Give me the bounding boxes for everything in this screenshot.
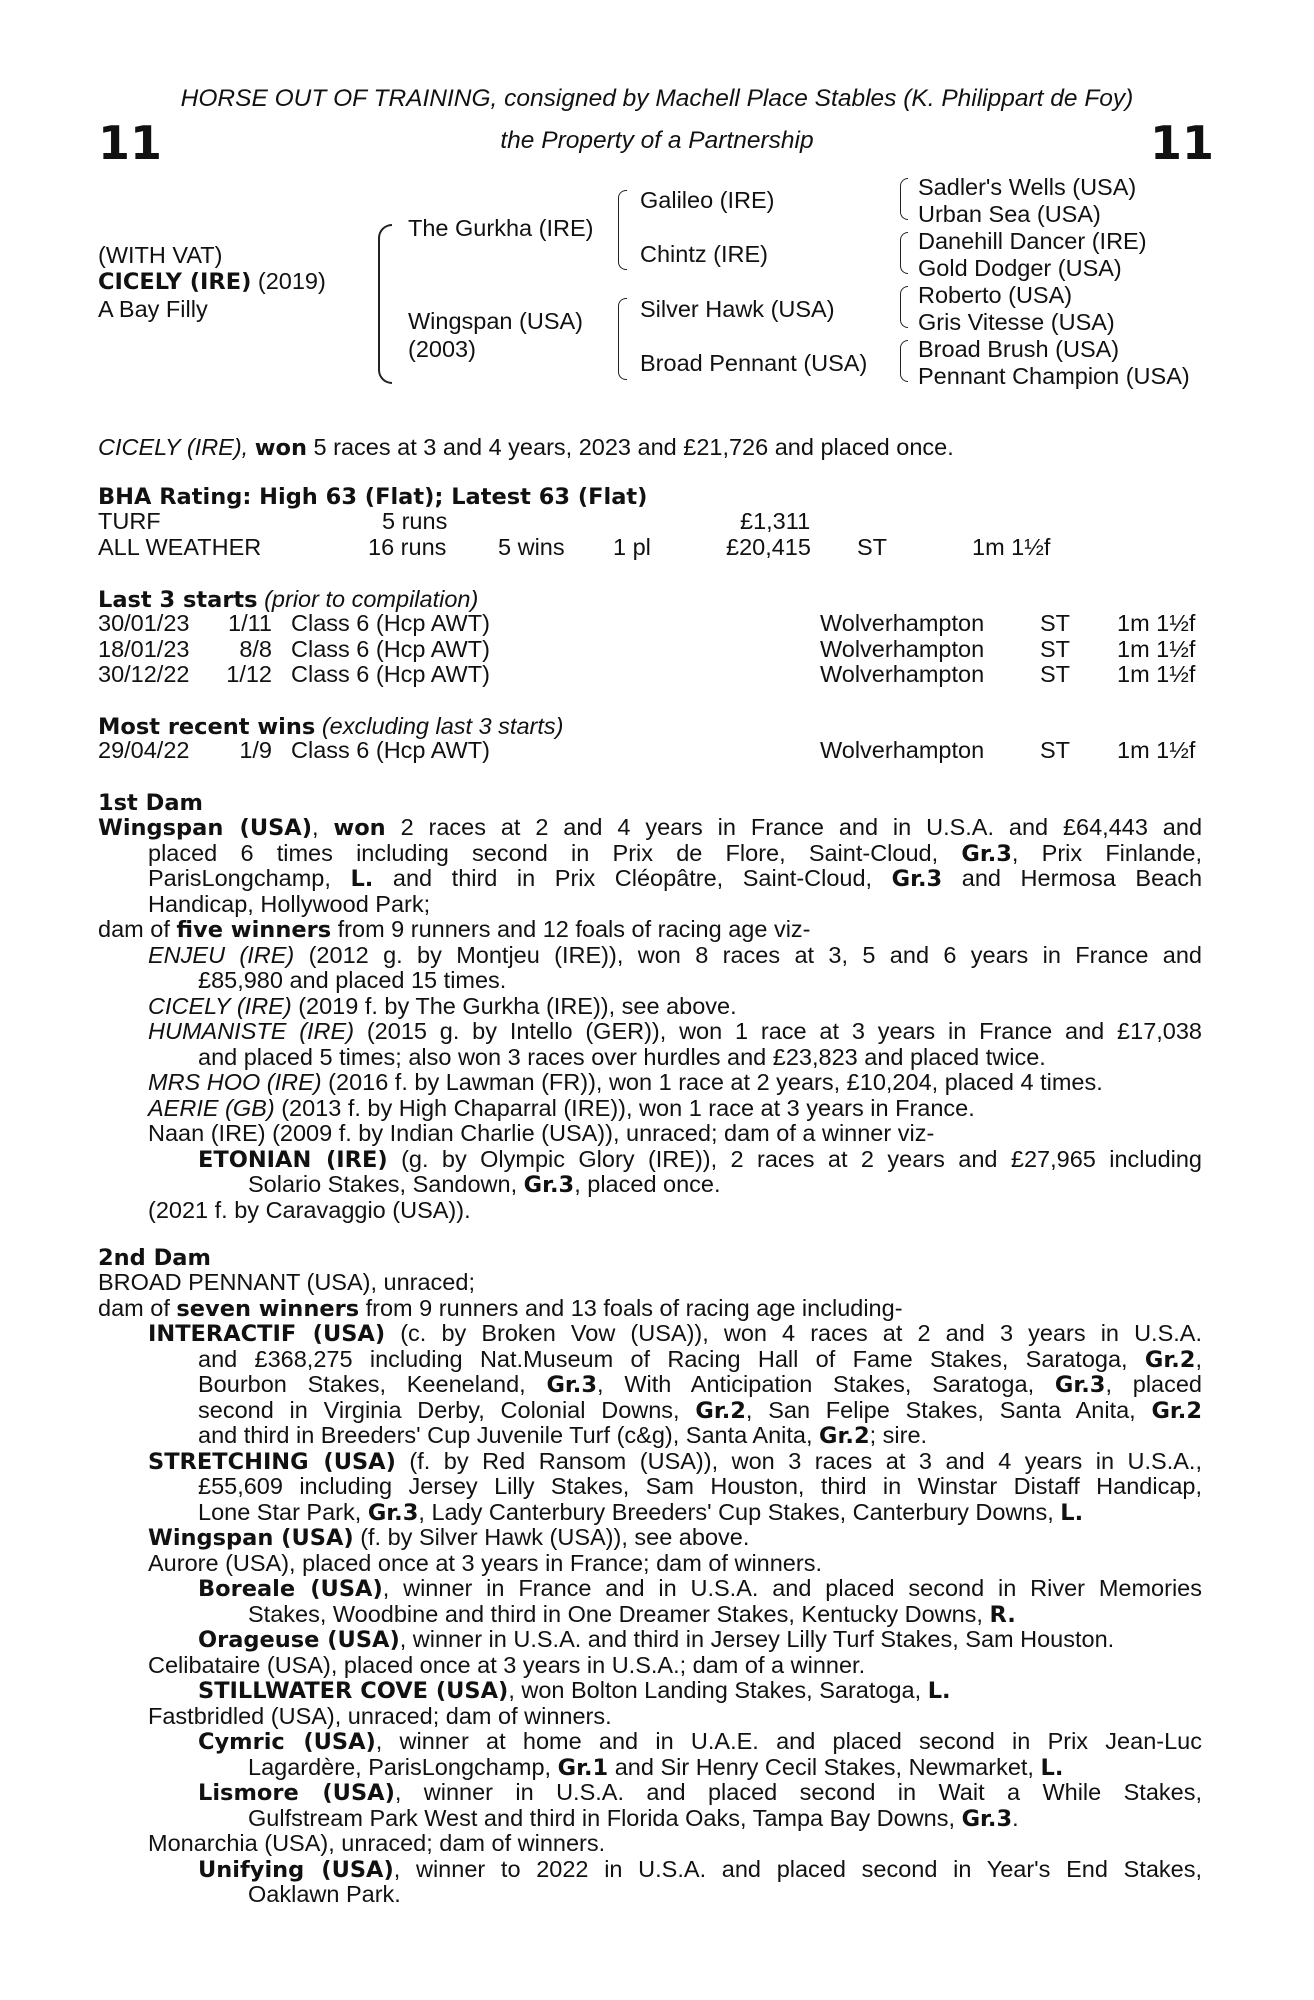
grade: L. (1040, 1754, 1064, 1781)
second-dam-line-22 (248, 1806, 1202, 1833)
pedigree-sdd: Gold Dodger (USA) (918, 255, 1122, 281)
race-pos: 1/11 (228, 610, 272, 636)
race-dist: 1m 1½f (1117, 737, 1196, 763)
text: second in Virginia Derby, Colonial Downs, (198, 1396, 680, 1423)
race-pos: 1/9 (239, 737, 272, 763)
rating-wins: 5 wins (498, 534, 565, 560)
text: Bourbon Stakes, Keeneland, (198, 1371, 526, 1397)
race-pos: 8/8 (239, 635, 272, 662)
second-dam-line-10 (198, 1500, 1202, 1527)
pedigree-brace-dam (618, 298, 627, 380)
text: , won Bolton Landing Stakes, Saratoga, (508, 1677, 922, 1703)
lot-number-left: 11 (98, 116, 163, 170)
race-class: Class 6 (Hcp AWT) (291, 610, 490, 636)
pedigree-dam-year: (2003) (408, 336, 476, 362)
summary-won: won (254, 435, 307, 461)
bha-rating-heading: BHA Rating: High 63 (Flat); Latest 63 (Flat) (98, 484, 648, 510)
second-dam-line-20 (248, 1755, 1202, 1782)
winners-count: seven winners (176, 1295, 360, 1322)
pedigree-sire-dam: Chintz (IRE) (640, 241, 768, 267)
rating-prize: £20,415 (726, 534, 811, 560)
text: and Sir Henry Cecil Stakes, Newmarket, (614, 1753, 1034, 1780)
second-dam-line-9: £55,609 including Jersey Lilly Stakes, Sam Houston, third in Winstar Distaff Handicap, (198, 1473, 1202, 1499)
first-dam-line-15 (248, 1172, 1202, 1199)
text: Gulfstream Park West and third in Florida Oaks, Tampa Bay Downs, (248, 1804, 956, 1831)
second-dam-line-25: Oaklawn Park. (248, 1881, 401, 1907)
first-dam-line-4: Handicap, Hollywood Park; (148, 890, 431, 917)
text: , placed (1105, 1371, 1203, 1397)
grade: Gr.1 (557, 1754, 609, 1781)
progeny-name: Lismore (USA) (198, 1780, 395, 1806)
progeny-name: Unifying (USA) (198, 1856, 394, 1883)
rating-placed: 1 pl (613, 534, 651, 560)
grade: Gr.2 (819, 1423, 870, 1449)
text: from 9 runners and 13 foals of racing age including- (365, 1294, 903, 1321)
grade: Gr.3 (961, 840, 1012, 867)
grade: Gr.3 (1054, 1372, 1106, 1398)
second-dam-line-4 (198, 1347, 1202, 1374)
text: , winner at home and in U.A.E. and placed second in Prix Jean-Luc (375, 1728, 1202, 1754)
second-dam-line-23: Monarchia (USA), unraced; dam of winners. (148, 1830, 606, 1856)
first-dam-line-6 (148, 943, 1202, 969)
second-dam-line-13 (198, 1576, 1202, 1603)
race-class: Class 6 (Hcp AWT) (291, 661, 490, 687)
progeny-name: Boreale (USA) (198, 1576, 383, 1602)
text: from 9 runners and 12 foals of racing age viz- (337, 916, 811, 942)
progeny-name: HUMANISTE (IRE) (148, 1018, 355, 1044)
text: ; sire. (869, 1422, 928, 1448)
progeny-name: STILLWATER COVE (USA) (198, 1678, 509, 1704)
pedigree-dsd: Gris Vitesse (USA) (918, 309, 1115, 335)
rating-label: ALL WEATHER (98, 534, 262, 560)
rating-label: TURF (98, 508, 161, 534)
pedigree-brace-sd (900, 232, 908, 274)
race-date: 18/01/23 (98, 635, 190, 662)
race-summary (98, 434, 954, 461)
race-date: 30/12/22 (98, 661, 190, 687)
text: and third in Prix Cléopâtre, Saint-Cloud, (392, 865, 873, 891)
race-class: Class 6 (Hcp AWT) (291, 737, 490, 763)
progeny-name: ENJEU (IRE) (148, 941, 295, 968)
recent-wins-heading (98, 713, 563, 740)
text: , placed once. (574, 1171, 721, 1197)
grade: Gr.3 (961, 1805, 1013, 1832)
pedigree-sire: The Gurkha (IRE) (408, 215, 594, 241)
first-dam-section (98, 815, 1202, 1235)
text: (2019 f. by The Gurkha (IRE)), see above. (298, 992, 737, 1019)
winners-count: five winners (176, 917, 332, 943)
lot-number-right: 11 (1150, 116, 1215, 170)
pedigree-dss: Roberto (USA) (918, 282, 1073, 308)
race-going: ST (1040, 635, 1071, 662)
second-dam-line-6 (198, 1398, 1202, 1425)
second-dam-line-1: BROAD PENNANT (USA), unraced; (98, 1269, 475, 1295)
last-starts-note: (prior to compilation) (264, 586, 479, 612)
first-dam-line-9 (148, 1019, 1202, 1045)
text: (c. by Broken Vow (USA)), won 4 races at 2 and 3 years in U.S.A. (400, 1320, 1202, 1346)
dam-name: Wingspan (USA) (98, 815, 312, 841)
second-dam-line-16: Celibataire (USA), placed once at 3 years in U.S.A.; dam of a winner. (148, 1651, 866, 1678)
first-dam-line-1 (98, 815, 1202, 842)
text: Lagardère, ParisLongchamp, (248, 1753, 552, 1780)
text: and third in Breeders' Cup Juvenile Turf (c&g), Santa Anita, (198, 1422, 813, 1448)
pedigree-dam: Wingspan (USA) (408, 308, 583, 334)
second-dam-line-18: Fastbridled (USA), unraced; dam of winners. (148, 1702, 612, 1729)
summary-text: 5 races at 3 and 4 years, 2023 and £21,726 and placed once. (313, 434, 954, 460)
second-dam-line-3 (148, 1321, 1202, 1348)
pedigree-ddd: Pennant Champion (USA) (918, 363, 1190, 389)
second-dam-line-19 (198, 1729, 1202, 1756)
text: , Prix Finlande, (1011, 839, 1203, 866)
pedigree-sds: Danehill Dancer (IRE) (918, 228, 1147, 254)
won-label: won (333, 815, 386, 841)
horse-title (98, 268, 326, 295)
race-class: Class 6 (Hcp AWT) (291, 635, 490, 662)
text: 2 races at 2 and 4 years in France and in U.S.A. and £64,443 and (400, 814, 1203, 840)
text: placed 6 times including second in Prix de Flore, Saint-Cloud, (148, 839, 939, 866)
race-course: Wolverhampton (820, 610, 985, 636)
pedigree-brace-dd (900, 340, 908, 382)
race-going: ST (1040, 661, 1071, 687)
text: , winner in U.S.A. and placed second in Wait a While Stakes, (394, 1779, 1202, 1805)
pedigree-dds: Broad Brush (USA) (918, 336, 1120, 362)
first-dam-line-2 (148, 841, 1202, 868)
first-dam-line-13: Naan (IRE) (2009 f. by Indian Charlie (USA)), unraced; dam of a winner viz- (148, 1120, 935, 1146)
last-starts-heading (98, 586, 478, 613)
rating-runs: 5 runs (382, 508, 448, 534)
text: and £368,275 including Nat.Museum of Racing Hall of Fame Stakes, Saratoga, (198, 1345, 1128, 1372)
grade: Gr.2 (695, 1397, 746, 1424)
progeny-name: STRETCHING (USA) (148, 1448, 396, 1475)
first-dam-line-14 (198, 1147, 1202, 1174)
first-dam-line-10: and placed 5 times; also won 3 races over hurdles and £23,823 and placed twice. (198, 1043, 1046, 1070)
comma: , (1195, 1345, 1202, 1372)
rating-runs: 16 runs (368, 534, 447, 560)
property-line: the Property of a Partnership (500, 127, 814, 154)
progeny-name: MRS HOO (IRE) (148, 1069, 322, 1095)
progeny-name: ETONIAN (IRE) (198, 1146, 388, 1173)
last-starts-title: Last 3 starts (98, 587, 258, 613)
race-course: Wolverhampton (820, 635, 985, 662)
pedigree-dam-dam: Broad Pennant (USA) (640, 350, 868, 376)
text: Stakes, Woodbine and third in One Dreamer Stakes, Kentucky Downs, (248, 1600, 983, 1627)
second-dam-line-17 (198, 1678, 1202, 1705)
horse-year: (2019) (257, 268, 326, 294)
second-dam-line-21 (198, 1780, 1202, 1807)
grade: Gr.3 (546, 1372, 598, 1398)
pedigree-brace-ds (900, 286, 908, 328)
comma: , (312, 814, 319, 840)
first-dam-heading: 1st Dam (98, 790, 203, 816)
rating-prize: £1,311 (740, 508, 811, 534)
first-dam-line-11 (148, 1070, 1202, 1096)
horse-description: A Bay Filly (98, 296, 208, 322)
progeny-name: AERIE (GB) (148, 1094, 275, 1121)
pedigree-ssd: Urban Sea (USA) (918, 201, 1101, 227)
text: (f. by Silver Hawk (USA)), see above. (360, 1524, 750, 1550)
grade: Gr.3 (367, 1499, 419, 1526)
vat-label: (WITH VAT) (98, 242, 223, 268)
race-date: 29/04/22 (98, 737, 190, 763)
text: , winner in U.S.A. and third in Jersey Lilly Turf Stakes, Sam Houston. (399, 1626, 1115, 1652)
race-pos: 1/12 (226, 661, 272, 687)
second-dam-line-7 (198, 1423, 1202, 1450)
progeny-name: Orageuse (USA) (198, 1627, 400, 1653)
second-dam-line-8 (148, 1449, 1202, 1476)
first-dam-line-16: (2021 f. by Caravaggio (USA)). (148, 1196, 471, 1223)
race-course: Wolverhampton (820, 737, 985, 763)
second-dam-heading: 2nd Dam (98, 1245, 211, 1271)
second-dam-line-15 (198, 1627, 1202, 1654)
race-date: 30/01/23 (98, 610, 190, 636)
first-dam-line-5 (98, 917, 1202, 944)
race-dist: 1m 1½f (1117, 610, 1196, 636)
race-course: Wolverhampton (820, 661, 985, 687)
race-going: ST (1040, 610, 1071, 636)
grade: L. (1060, 1499, 1084, 1526)
text: (2012 g. by Montjeu (IRE)), won 8 races at 3, 5 and 6 years in France and (308, 941, 1202, 968)
progeny-name: Cymric (USA) (198, 1729, 376, 1755)
grade: L. (350, 866, 374, 892)
consignor-line: HORSE OUT OF TRAINING, consigned by Machell Place Stables (K. Philippart de Foy) (180, 85, 1134, 112)
recent-wins-title: Most recent wins (98, 714, 316, 740)
text: . (1012, 1804, 1019, 1831)
first-dam-line-7: £85,980 and placed 15 times. (198, 967, 507, 993)
grade: R. (989, 1601, 1016, 1628)
second-dam-line-11 (148, 1525, 1202, 1552)
grade: Gr.3 (891, 866, 943, 892)
text: , Lady Canterbury Breeders' Cup Stakes, Canterbury Downs, (418, 1498, 1054, 1525)
grade: Gr.3 (523, 1172, 575, 1198)
horse-name: CICELY (IRE) (98, 269, 252, 295)
rating-distance: 1m 1½f (972, 534, 1051, 560)
pedigree-brace-gen1 (378, 224, 392, 384)
recent-wins-note: (excluding last 3 starts) (321, 713, 564, 739)
text: (2013 f. by High Chaparral (IRE)), won 1 race at 3 years in France. (281, 1094, 975, 1121)
grade: Gr.2 (1144, 1346, 1196, 1373)
text: , San Felipe Stakes, Santa Anita, (745, 1396, 1136, 1423)
progeny-name: Wingspan (USA) (148, 1525, 354, 1551)
race-dist: 1m 1½f (1117, 635, 1196, 662)
text: (g. by Olympic Glory (IRE)), 2 races at 2 years and £27,965 including (401, 1145, 1202, 1172)
pedigree-sire-sire: Galileo (IRE) (640, 187, 775, 213)
text: , winner in France and in U.S.A. and placed second in River Memories (382, 1575, 1202, 1601)
race-going: ST (1040, 737, 1071, 763)
first-dam-line-3 (148, 866, 1202, 893)
second-dam-line-24 (198, 1857, 1202, 1884)
text: dam of (98, 916, 170, 942)
progeny-name: INTERACTIF (USA) (148, 1321, 386, 1347)
text: Solario Stakes, Sandown, (248, 1171, 518, 1197)
pedigree-sss: Sadler's Wells (USA) (918, 174, 1137, 200)
text: ParisLongchamp, (148, 865, 331, 891)
first-dam-line-8 (148, 994, 1202, 1020)
pedigree-brace-ss (900, 178, 908, 220)
text: (f. by Red Ransom (USA)), won 3 races at 3 and 4 years in U.S.A., (409, 1447, 1202, 1474)
pedigree-dam-sire: Silver Hawk (USA) (640, 296, 835, 322)
summary-name: CICELY (IRE), (98, 434, 249, 460)
text: (2016 f. by Lawman (FR)), won 1 race at 2 years, £10,204, placed 4 times. (328, 1069, 1103, 1095)
second-dam-line-2 (98, 1296, 1202, 1323)
second-dam-line-5 (198, 1372, 1202, 1399)
text: and Hermosa Beach (961, 865, 1203, 891)
race-dist: 1m 1½f (1117, 661, 1196, 687)
text: , With Anticipation Stakes, Saratoga, (597, 1371, 1035, 1397)
first-dam-line-12 (148, 1096, 1202, 1122)
second-dam-section (98, 1270, 1202, 1920)
grade: L. (927, 1678, 951, 1704)
text: dam of (98, 1294, 170, 1321)
rating-going: ST (857, 534, 888, 560)
second-dam-line-14 (248, 1602, 1202, 1629)
text: , winner to 2022 in U.S.A. and placed second in Year's End Stakes, (393, 1855, 1202, 1882)
text: Lone Star Park, (198, 1498, 362, 1525)
grade: Gr.2 (1151, 1397, 1203, 1424)
pedigree-brace-sire (618, 190, 627, 270)
progeny-name: CICELY (IRE) (148, 992, 292, 1019)
second-dam-line-12: Aurore (USA), placed once at 3 years in France; dam of winners. (148, 1549, 822, 1576)
text: (2015 g. by Intello (GER)), won 1 race at 3 years in France and £17,038 (366, 1018, 1203, 1044)
